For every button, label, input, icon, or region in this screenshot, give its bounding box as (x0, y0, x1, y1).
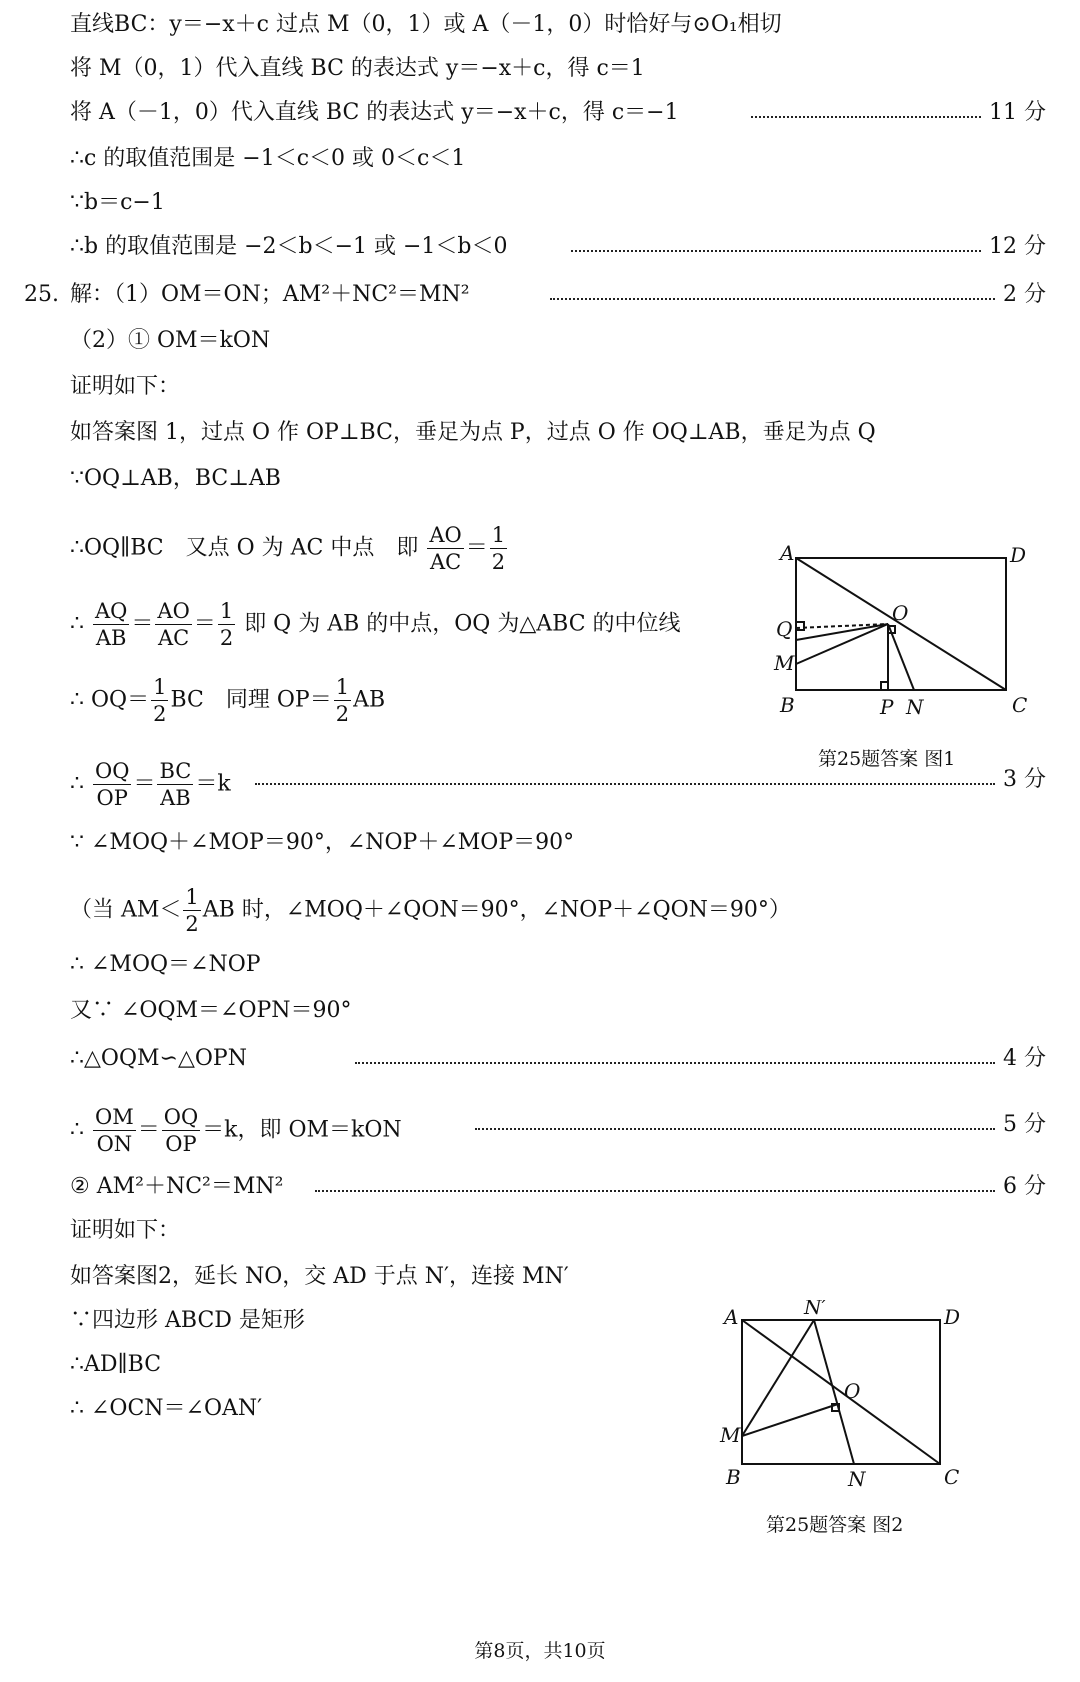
label-a: A (724, 1305, 739, 1329)
text-line: ∴OQ∥BC 又点 O 为 AC 中点 即 $\frac{AO}{AC}$ ＝ $\frac{1}{2}$ (70, 523, 506, 574)
fraction: $\frac{OQ}{OP}$ (95, 759, 130, 810)
text-line: ∴ ∠MOQ＝∠NOP (70, 952, 261, 977)
fraction: $\frac{1}{2}$ (153, 675, 167, 726)
text-line: ∴AD∥BC (70, 1352, 162, 1377)
text-line: ∴ ∠OCN＝∠OAN′ (70, 1396, 263, 1421)
label-m: M (774, 651, 795, 675)
question-number: 25. (24, 282, 59, 307)
segment-mo (742, 1404, 838, 1436)
fraction: $\frac{1}{2}$ (335, 675, 350, 726)
segment-mn-prime (742, 1320, 814, 1436)
text-line: 如答案图 1，过点 O 作 OP⊥BC，垂足为点 P，过点 O 作 OQ⊥AB，垂足为点 Q (70, 420, 876, 445)
text-line: ∴ $\frac{OM}{ON}$ ＝ $\frac{OQ}{OP}$ ＝k，即 OM＝kON (70, 1105, 402, 1156)
fraction: $\frac{OM}{ON}$ (95, 1105, 134, 1156)
page-footer: 第8页，共10页 (474, 1640, 606, 1662)
text-line: ∵四边形 ABCD 是矩形 (70, 1308, 305, 1333)
diagonal-ac (742, 1320, 940, 1464)
segment-mo-upper (796, 624, 888, 640)
text-line: ② AM²＋NC²＝MN² (70, 1174, 284, 1199)
text-line: ∴b 的取值范围是 −2＜b＜−1 或 −1＜b＜0 (70, 234, 508, 259)
text-line: 证明如下： (70, 1218, 181, 1243)
score-marker: 3 分 (255, 765, 1046, 795)
fraction: $\frac{1}{2}$ (185, 885, 199, 936)
label-o: O (892, 601, 909, 625)
score-marker: 5 分 (475, 1110, 1046, 1140)
text-line: 解：（1）OM＝ON；AM²＋NC²＝MN² (70, 282, 470, 307)
label-d: D (944, 1305, 961, 1329)
fraction: $\frac{AO}{AC}$ (429, 523, 462, 574)
right-angle-mark (881, 682, 888, 690)
label-o: O (844, 1379, 861, 1403)
fraction: $\frac{1}{2}$ (491, 523, 506, 574)
fraction: $\frac{OQ}{OP}$ (163, 1105, 199, 1156)
text-line: 将 A（－1，0）代入直线 BC 的表达式 y＝−x＋c，得 c＝−1 (70, 100, 679, 125)
text-line: 直线BC：y＝−x＋c 过点 M（0，1）或 A（－1，0）时恰好与⊙O₁相切 (70, 12, 782, 37)
fraction: $\frac{1}{2}$ (219, 599, 234, 650)
label-d: D (1010, 543, 1027, 567)
text-line: ∴c 的取值范围是 −1＜c＜0 或 0＜c＜1 (70, 146, 466, 171)
text-line: ∴ OQ＝ $\frac{1}{2}$ BC 同理 OP＝ $\frac{1}{2}$ AB (70, 675, 386, 726)
label-p: P (880, 695, 894, 719)
text-line: ∵b＝c−1 (70, 190, 165, 215)
score-marker: 4 分 (355, 1044, 1046, 1074)
label-c: C (1012, 693, 1028, 717)
text-line: （当 AM＜ $\frac{1}{2}$ AB 时，∠MOQ＋∠QON＝90°，∠NOP＋∠QON＝90°） (70, 885, 791, 936)
score-marker: 6 分 (315, 1172, 1046, 1202)
label-m: M (720, 1423, 741, 1447)
fraction: $\frac{AQ}{AB}$ (95, 599, 128, 650)
text-line: ∵OQ⊥AB，BC⊥AB (70, 466, 281, 491)
score-marker: 2 分 (550, 280, 1046, 310)
text-line: ∵ ∠MOQ＋∠MOP＝90°，∠NOP＋∠MOP＝90° (70, 830, 575, 855)
score-marker: 12 分 (571, 232, 1046, 262)
figure-caption: 第25题答案 图1 (818, 748, 956, 770)
score-marker: 11 分 (751, 98, 1046, 128)
fraction: $\frac{AO}{AC}$ (157, 599, 190, 650)
label-b: B (726, 1465, 741, 1489)
label-n: N (906, 695, 924, 719)
figure-caption: 第25题答案 图2 (766, 1514, 904, 1536)
text-line: 证明如下： (70, 374, 181, 399)
geometry-figure-1 (760, 540, 1050, 740)
text-line: 如答案图2，延长 NO，交 AD 于点 N′，连接 MN′ (70, 1264, 569, 1289)
text-line: 将 M（0，1）代入直线 BC 的表达式 y＝−x＋c，得 c＝1 (70, 56, 645, 81)
fraction: $\frac{BC}{AB}$ (159, 759, 192, 810)
text-line: ∴ $\frac{AQ}{AB}$ ＝ $\frac{AO}{AC}$ ＝ $\frac{1}{2}$ 即 Q 为 AB 的中点，OQ 为△ABC 的中位线 (70, 599, 681, 650)
text-line: 又∵ ∠OQM＝∠OPN＝90° (70, 998, 352, 1023)
text-line: ∴△OQM∽△OPN (70, 1046, 247, 1071)
text-line: （2）① OM＝kON (70, 328, 271, 353)
text-line: ∴ $\frac{OQ}{OP}$ ＝ $\frac{BC}{AB}$ ＝k (70, 759, 231, 810)
geometry-figure-2 (710, 1300, 970, 1500)
label-c: C (944, 1465, 960, 1489)
label-b: B (780, 693, 795, 717)
label-a: A (780, 541, 795, 565)
label-q: Q (776, 617, 793, 641)
label-n-prime: N′ (804, 1300, 827, 1319)
segment-om (796, 624, 888, 664)
label-n: N (848, 1467, 866, 1491)
